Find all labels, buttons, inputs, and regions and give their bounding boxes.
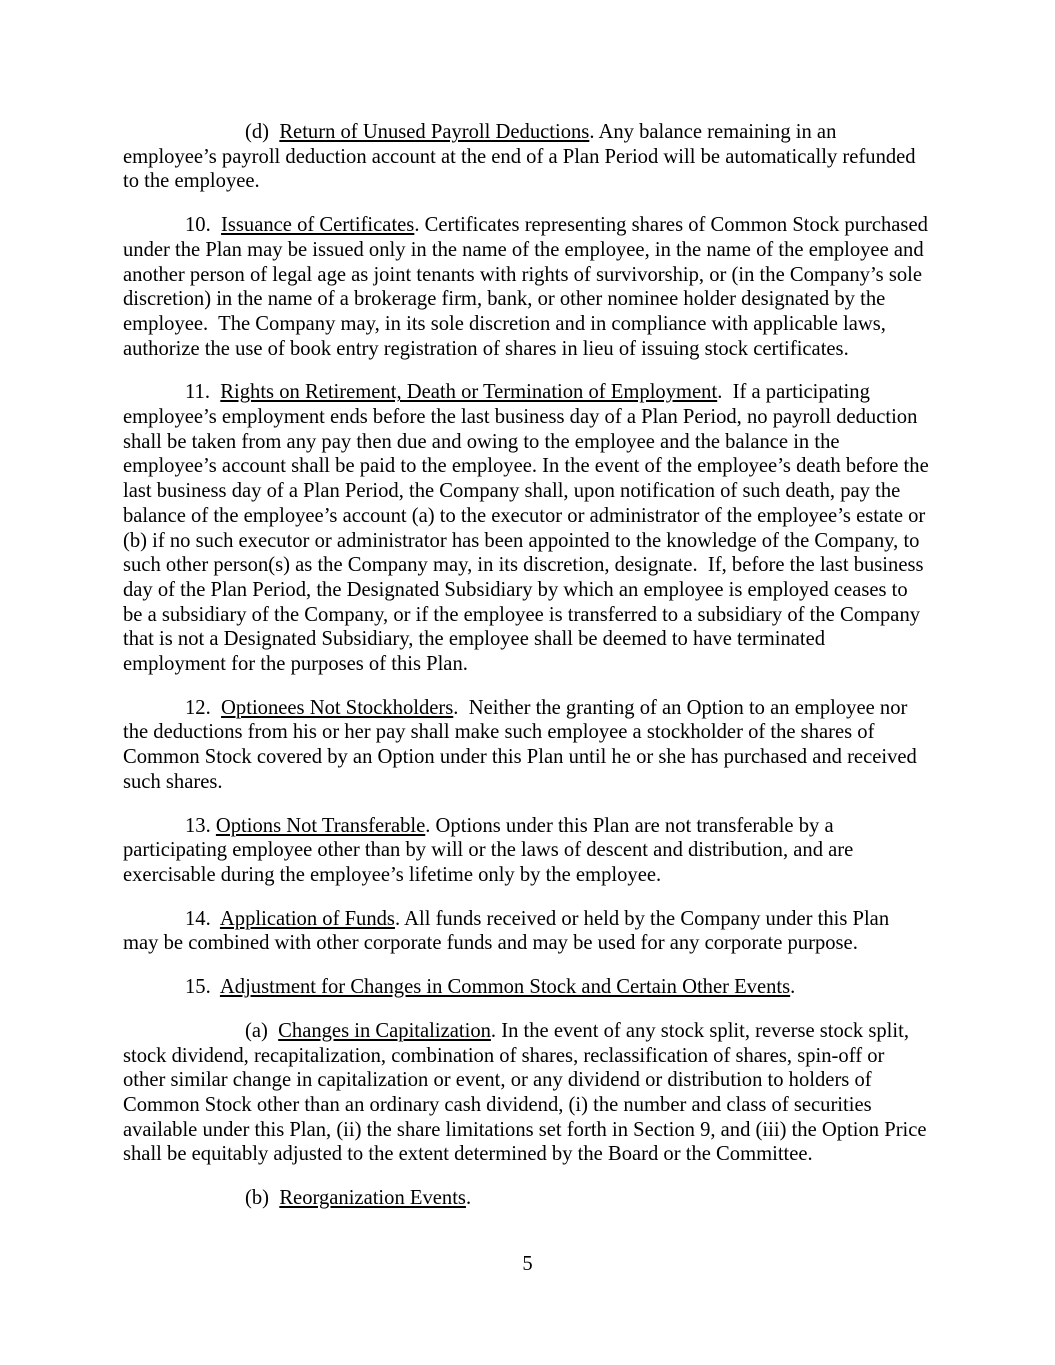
paragraph [123,1186,929,1211]
body-text: 11. [185,381,221,404]
paragraph [123,696,929,795]
body-text: . [790,976,796,999]
body-text: . [465,1187,472,1210]
section-heading: Optionees Not Stockholders [221,696,454,719]
section-heading: Adjustment for Changes in Common Stock and Certain Other Events [219,976,791,999]
section-heading: Changes in Capitalization [278,1019,491,1042]
paragraph [123,213,934,361]
body-text: . If a participating employee’s employment ends before the last business day of a Plan Period, no payroll deduction shall be taken from any pay then due and owing to the employee and the balance in the employee’s account shall be paid to the employee. In the event of the employee’s death before the last business day of a Plan Period, the Company shall, upon notification of such death, pay the balance of the employee’s account (a) to the executor or administrator of the employee’s estate or (b) if no such executor or administrator has been appointed to the knowledge of the Company, to such other person(s) as the Company may, in its discretion, designate. If, before the last business day of the Plan Period, the Designated Subsidiary by which an employee is employed ceases to be a subsidiary of the Company, or if the employee is transferred to a subsidiary of the Company that is not a Designated Subsidiary, the employee shall be deemed to have terminated employment for the purposes of this Plan. [123,381,934,676]
body-text: . Neither the granting of an Option to an employee nor the deductions from his or her pay shall make such employee a stockholder of the shares of Common Stock covered by an Option under this Plan until he or she has purchased and received such shares. [123,696,922,793]
body-text: 12. [185,696,222,719]
paragraph [123,975,929,1000]
section-heading: Rights on Retirement, Death or Termination of Employment [220,381,718,404]
body-text: . Any balance remaining in an employee’s payroll deduction account at the end of a Plan Period will be automatically refunded to the employee. [123,121,921,193]
body-text: (b) [245,1187,280,1210]
body-text: . All funds received or held by the Company under this Plan may be combined with other corporate funds and may be used for any corporate purpose. [123,907,895,955]
body-text: 10. [185,214,222,237]
document-body [123,120,934,1230]
section-heading: Issuance of Certificates [221,214,415,237]
paragraph [123,814,929,888]
paragraph [123,907,929,956]
body-text: 15. [185,976,220,999]
body-text: (d) [245,121,280,143]
paragraph [123,1019,932,1167]
body-text: . Certificates representing shares of Common Stock purchased under the Plan may be issued only in the name of the employee, in the name of the employee and another person of legal age as joint tenants with rights of survivorship, or (in the Company’s sole discretion) in the name of a brokerage firm, bank, or other nominee holder designated by the employee. The Company may, in its sole discretion and in compliance with applicable laws, authorize the use of book entry registration of shares in lieu of issuing stock certificates. [123,214,934,360]
body-text: 14. [185,907,220,930]
body-text: (a) [245,1019,279,1042]
section-heading: Reorganization Events [279,1187,466,1210]
body-text: 13. [185,814,216,837]
section-heading: Options Not Transferable [215,814,426,837]
body-text: . In the event of any stock split, reverse stock split, stock dividend, recapitalization, combination of shares, reclassification of shares, spin-off or other similar change in capitalization or event, or any dividend or distribution to holders of Common Stock other than an ordinary cash dividend, (i) the number and class of securities available under this Plan, (ii) the share limitations set forth in Section 9, and (iii) the Option Price shall be equitably adjusted to the extent determined by the Board or the Committee. [123,1019,932,1166]
section-heading: Application of Funds [219,907,395,930]
paragraph [123,380,934,676]
paragraph [123,120,929,194]
section-heading: Return of Unused Payroll Deductions [279,121,590,143]
page-number: 5 [522,1253,533,1275]
body-text: . Options under this Plan are not transferable by a participating employee other than by will or the laws of descent and distribution, and are exercisable during the employee’s lifetime only by the employee. [123,814,859,886]
